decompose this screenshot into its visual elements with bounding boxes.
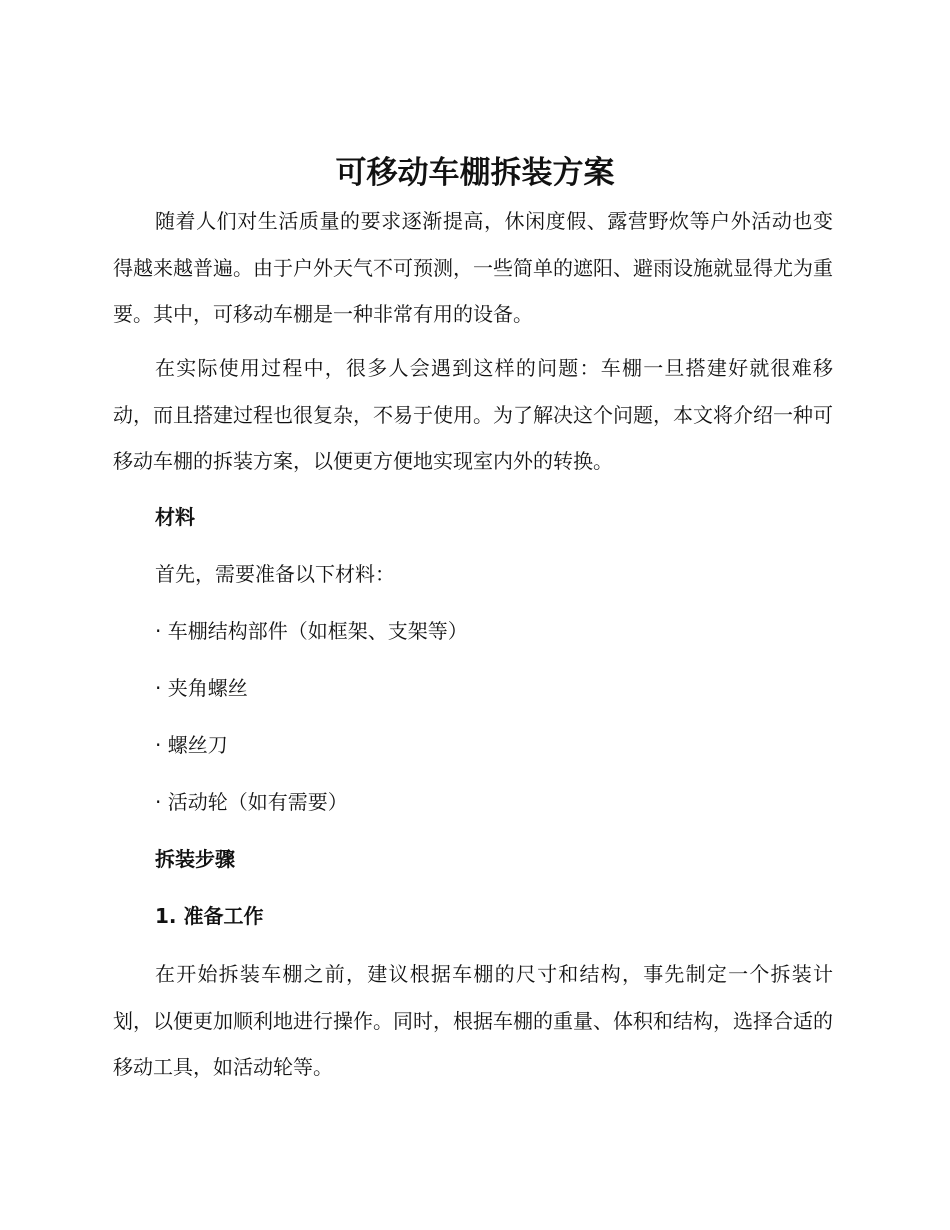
- step1-paragraph: 在开始拆装车棚之前，建议根据车棚的尺寸和结构，事先制定一个拆装计划，以便更加顺利地进行操作。同时，根据车棚的重量、体积和结构，选择合适的移动工具，如活动轮等。: [113, 962, 833, 1079]
- materials-item: · 螺丝刀: [155, 733, 228, 757]
- materials-item: · 活动轮（如有需要）: [155, 790, 348, 814]
- intro-paragraph-2: 在实际使用过程中，很多人会遇到这样的问题：车棚一旦搭建好就很难移动，而且搭建过程也很复杂，不易于使用。为了解决这个问题，本文将介绍一种可移动车棚的拆装方案，以便更方便地实现室内外的转换。: [113, 356, 833, 473]
- materials-item: · 车棚结构部件（如框架、支架等）: [155, 619, 468, 643]
- materials-item: · 夹角螺丝: [155, 676, 248, 700]
- intro-paragraph-1: 随着人们对生活质量的要求逐渐提高，休闲度假、露营野炊等户外活动也变得越来越普遍。由于户外天气不可预测，一些简单的遮阳、避雨设施就显得尤为重要。其中，可移动车棚是一种非常有用的设备。: [113, 209, 833, 326]
- materials-lead: 首先，需要准备以下材料：: [155, 562, 395, 586]
- document-title: 可移动车棚拆装方案: [335, 155, 615, 191]
- materials-heading: 材料: [155, 505, 195, 529]
- steps-heading: 拆装步骤: [155, 847, 235, 871]
- step1-heading: 1. 准备工作: [155, 904, 264, 928]
